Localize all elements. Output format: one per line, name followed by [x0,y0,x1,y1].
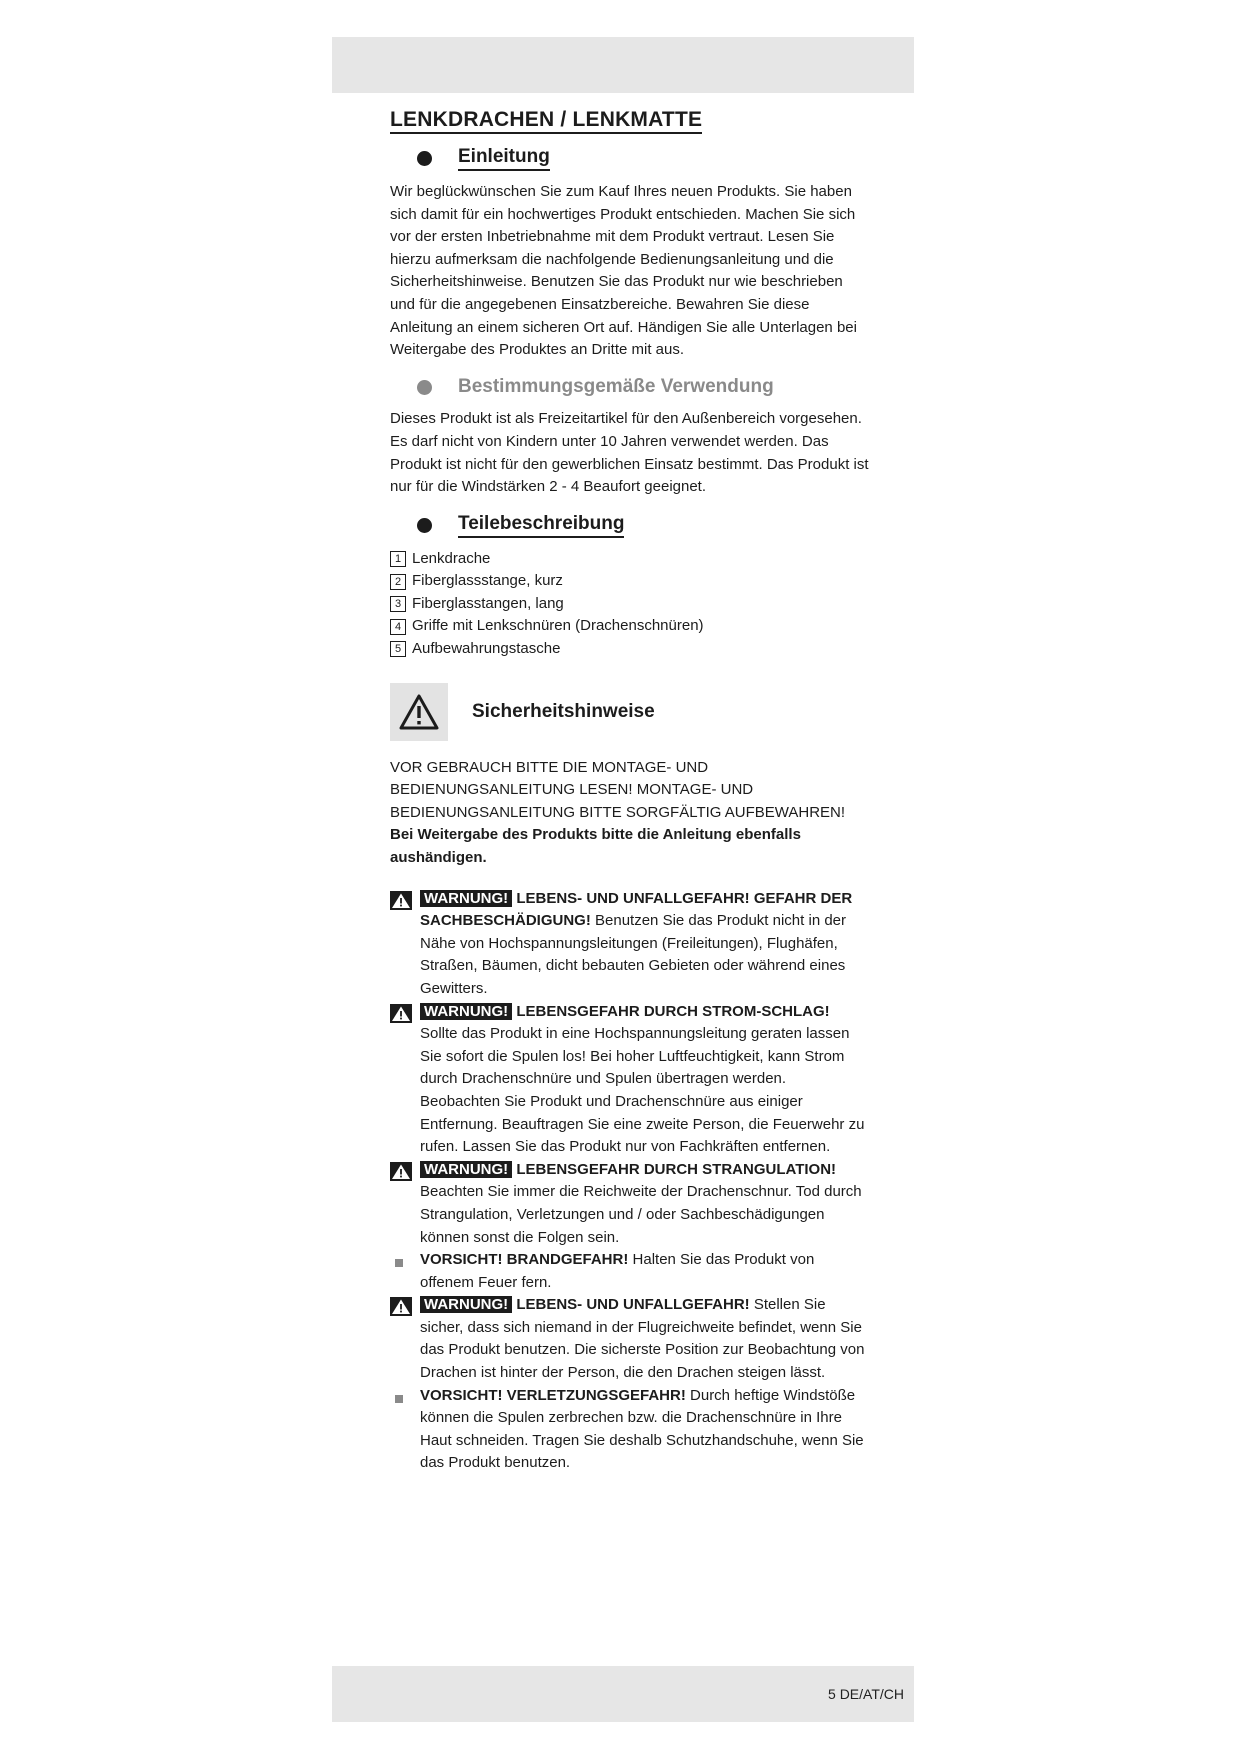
warning-text [420,1001,870,1159]
warning-body: Durch heftige Windstöße können die Spulen zerbrechen bzw. die Drachenschnüre in Ihre Haut schneiden. Tragen Sie deshalb Schutzhandschuhe, wenn Sie das Produkt benutzen. [420,1386,864,1472]
parts-list [390,548,870,661]
warning-body: Halten Sie das Produkt von offenem Feuer fern. [420,1251,815,1291]
part-number: 5 [390,641,406,657]
warning-triangle-icon [390,683,448,741]
warning-title: LEBENSGEFAHR DURCH STROM-SCHLAG! [516,1002,830,1020]
warning-item [390,888,870,1001]
intro-heading: Einleitung [458,146,550,171]
section-intro-heading [417,146,870,171]
list-item [390,548,870,571]
safety-heading-row [390,683,870,741]
part-label: Fiberglassstange, kurz [412,572,563,590]
warning-title: LEBENS- UND UNFALLGEFAHR! GEFAHR DER SACHBESCHÄDIGUNG! [420,889,853,930]
section-usage-heading [417,376,870,399]
warning-triangle-icon [390,1294,420,1384]
part-number: 2 [390,574,406,590]
bullet-icon [417,380,432,395]
header-bar [332,37,914,93]
usage-text: Dieses Produkt ist als Freizeitartikel für den Außenbereich vorgesehen. Es darf nicht von Kindern unter 10 Jahren verwendet werden. Das Produkt ist nicht für den gewerblichen Einsatz bestimmt. Das Produkt ist nur für die Windstärken 2 - 4 Beaufort geeignet. [390,410,869,496]
warning-text [420,1159,870,1249]
part-label: Aufbewahrungstasche [412,640,561,658]
warning-title: LEBENSGEFAHR DURCH STRANGULATION! [516,1160,837,1178]
warnings-list [390,888,870,1475]
square-bullet-icon [390,1385,420,1475]
page-number: 5 DE/AT/CH [828,1686,904,1702]
warning-triangle-icon [390,1001,420,1159]
safety-intro-caps: VOR GEBRAUCH BITTE DIE MONTAGE- UND BEDIENUNGSANLEITUNG LESEN! MONTAGE- UND BEDIENUNGSANLEITUNG BITTE SORGFÄLTIG AUFBEWAHREN! [390,758,846,821]
part-number: 3 [390,596,406,612]
usage-heading: Bestimmungsgemäße Verwendung [458,375,774,397]
square-bullet-icon [390,1249,420,1294]
warning-badge: WARNUNG! [420,1296,512,1313]
safety-intro [390,757,870,870]
warning-body: Benutzen Sie das Produkt nicht in der Nähe von Hochspannungsleitungen (Freileitungen), Flughäfen, Straßen, Bäumen, dicht bebauten Gebieten oder während eines Gewitters. [420,912,847,997]
warning-text [420,888,870,1001]
safety-heading: Sicherheitshinweise [472,700,655,722]
warning-body: Sollte das Produkt in eine Hochspannungsleitung geraten lassen Sie sofort die Spulen los! Bei hoher Luftfeuchtigkeit, kann Strom durch Drachenschnüre und Spulen übertragen werden. Beobachten Sie Produkt und Drachenschnüre aus einiger Entfernung. Beauftragen Sie eine zweite Person, die Feuerwehr zu rufen. Lassen Sie das Produkt nur von Fachkräften entfernen. [420,1025,865,1156]
warning-triangle-icon [390,1159,420,1249]
page-title: LENKDRACHEN / LENKMATTE [390,108,702,134]
page-content [390,108,870,1475]
safety-intro-rest: Bei Weitergabe des Produkts bitte die Anleitung ebenfalls aushändigen. [390,826,801,866]
part-label: Lenkdrache [412,549,491,567]
footer-bar [332,1666,914,1722]
parts-heading: Teilebeschreibung [458,513,624,538]
bullet-icon [417,151,432,166]
warning-badge: WARNUNG! [420,1003,512,1020]
warning-badge: WARNUNG! [420,1161,512,1178]
list-item [390,638,870,661]
list-item [390,593,870,616]
intro-text: Wir beglückwünschen Sie zum Kauf Ihres neuen Produkts. Sie haben sich damit für ein hochwertiges Produkt entschieden. Machen Sie sich vor der ersten Inbetriebnahme mit dem Produkt vertraut. Lesen Sie hierzu aufmerksam die nachfolgende Bedienungsanleitung und die Sicherheitshinweise. Benutzen Sie das Produkt nur wie beschrieben und für die angegebenen Einsatzbereiche. Bewahren Sie diese Anleitung an einem sicheren Ort auf. Händigen Sie alle Unterlagen bei Weitergabe des Produktes an Dritte mit aus. [390,182,857,359]
part-label: Fiberglasstangen, lang [412,594,564,612]
warning-title: VORSICHT! BRANDGEFAHR! [420,1251,629,1269]
warning-title: VORSICHT! VERLETZUNGSGEFAHR! [420,1386,686,1404]
warning-body: Stellen Sie sicher, dass sich niemand in der Flugreichweite befindet, wenn Sie das Produkt benutzen. Die sicherste Position zur Beobachtung von Drachen ist hinter der Person, die den Drachen steigen lässt. [420,1296,865,1382]
warning-item [390,1159,870,1249]
part-label: Griffe mit Lenkschnüren (Drachenschnüren) [412,617,704,635]
part-number: 1 [390,551,406,567]
warning-item [390,1385,870,1475]
warning-title: LEBENS- UND UNFALLGEFAHR! [516,1296,750,1314]
list-item [390,615,870,638]
list-item [390,570,870,593]
part-number: 4 [390,619,406,635]
warning-item [390,1249,870,1294]
warning-badge: WARNUNG! [420,890,512,907]
warning-text [420,1249,870,1294]
warning-text [420,1294,870,1384]
section-parts-heading [417,513,870,538]
warning-item [390,1294,870,1384]
warning-body: Beachten Sie immer die Reichweite der Drachenschnur. Tod durch Strangulation, Verletzungen und / oder Sachbeschädigungen können sonst die Folgen sein. [420,1183,862,1246]
warning-item [390,1001,870,1159]
warning-triangle-icon [390,888,420,1001]
warning-text [420,1385,870,1475]
bullet-icon [417,518,432,533]
